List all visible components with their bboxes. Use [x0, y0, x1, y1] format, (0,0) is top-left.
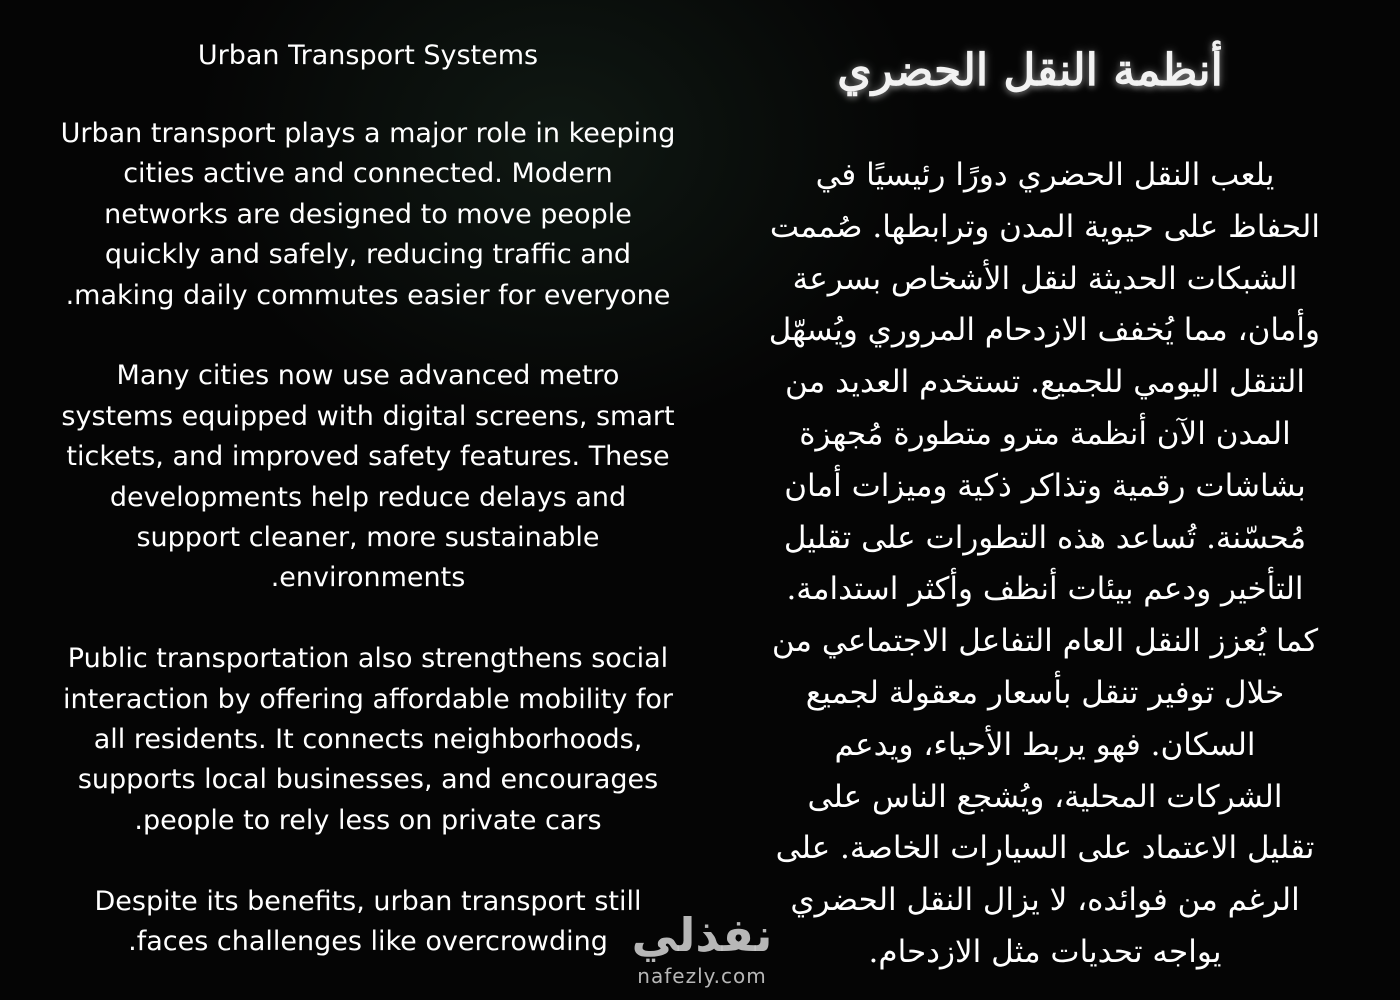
arabic-line: التأخير ودعم بيئات أنظف وأكثر استدامة.: [786, 571, 1304, 608]
english-column: [40, 34, 696, 1000]
english-line: .making daily commutes easier for everyone: [65, 279, 671, 311]
arabic-line: وأمان، مما يُخفف الازدحام المروري ويُسهّل: [768, 312, 1320, 349]
arabic-line: بشاشات رقمية وتذاكر ذكية وميزات أمان: [784, 467, 1306, 504]
english-title: Urban Transport Systems: [197, 40, 539, 71]
watermark-url: nafezly.com: [637, 964, 767, 988]
arabic-line: تقليل الاعتماد على السيارات الخاصة. على: [775, 830, 1315, 867]
arabic-line: السكان. فهو يربط الأحياء، ويدعم: [834, 726, 1256, 763]
english-line: Despite its benefits, urban transport still: [94, 885, 642, 917]
english-line: interaction by offering affordable mobility for: [62, 683, 674, 715]
arabic-line: كما يُعزز النقل العام التفاعل الاجتماعي من: [771, 623, 1319, 660]
english-line: quickly and safely, reducing traffic and: [104, 239, 632, 271]
watermark-logo-text: نفذلي: [631, 908, 773, 962]
nafezly-watermark: [604, 906, 800, 998]
english-paragraphs: [40, 114, 696, 962]
arabic-body: [770, 150, 1320, 979]
english-line: systems equipped with digital screens, smart: [61, 400, 675, 432]
english-line: supports local businesses, and encourages: [77, 764, 659, 796]
arabic-title: أنظمة النقل الحضري: [837, 45, 1223, 96]
english-line: .people to rely less on private cars: [134, 804, 602, 836]
arabic-line: الرغم من فوائده، لا يزال النقل الحضري: [790, 882, 1300, 919]
arabic-line: يواجه تحديات مثل الازدحام.: [868, 933, 1222, 970]
english-line: Urban transport plays a major role in keeping: [60, 118, 676, 149]
arabic-line: يلعب النقل الحضري دورًا رئيسيًا في: [815, 157, 1275, 193]
english-paragraph: [40, 356, 696, 598]
english-line: Public transportation also strengthens social: [67, 643, 669, 675]
arabic-line: التنقل اليومي للجميع. تستخدم العديد من: [785, 364, 1305, 401]
arabic-line: الحفاظ على حيوية المدن وترابطها. صُممت: [769, 208, 1320, 245]
english-line: cities active and connected. Modern: [123, 158, 613, 190]
arabic-line: خلال توفير تنقل بأسعار معقولة لجميع: [805, 674, 1285, 711]
arabic-line: مُحسّنة. تُساعد هذه التطورات على تقليل: [783, 519, 1307, 556]
arabic-line: المدن الآن أنظمة مترو متطورة مُجهزة: [799, 415, 1291, 452]
english-paragraph: [40, 114, 696, 316]
arabic-column: [770, 36, 1320, 979]
english-paragraph: [40, 639, 696, 841]
english-line: .faces challenges like overcrowding: [128, 926, 608, 958]
arabic-line: الشبكات الحديثة لنقل الأشخاص بسرعة: [792, 260, 1298, 297]
english-paragraph: [40, 882, 696, 963]
english-line: developments help reduce delays and: [109, 481, 627, 513]
english-line: support cleaner, more sustainable: [136, 522, 600, 554]
arabic-line: الشركات المحلية، ويُشجع الناس على: [807, 778, 1283, 815]
english-line: tickets, and improved safety features. These: [66, 441, 670, 473]
english-line: Many cities now use advanced metro: [116, 360, 620, 392]
english-line: networks are designed to move people: [104, 198, 632, 230]
english-line: all residents. It connects neighborhoods,: [93, 724, 643, 756]
english-line: .environments: [270, 562, 466, 594]
